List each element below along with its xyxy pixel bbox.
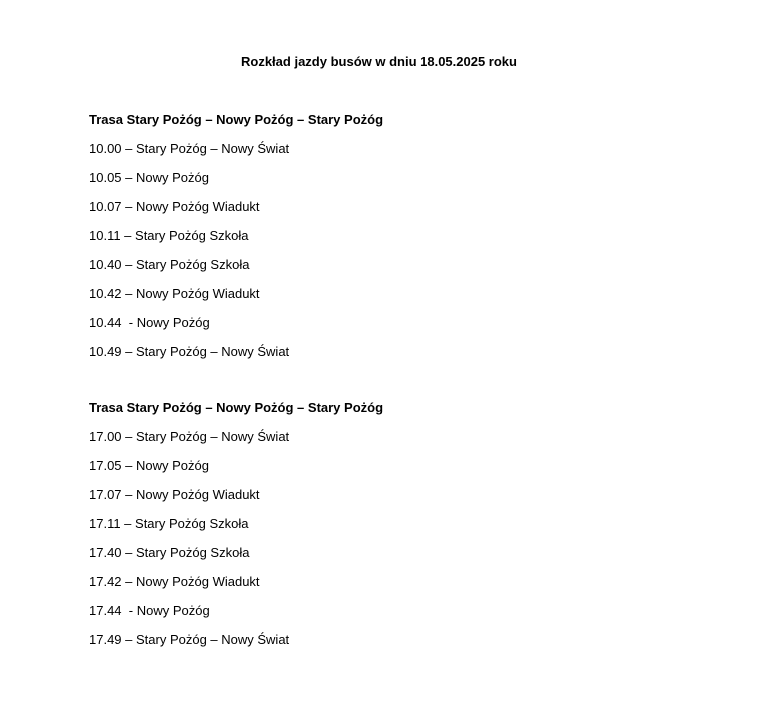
timetable-entry: 10.11 – Stary Pożóg Szkoła (89, 228, 249, 243)
timetable-entry: 17.11 – Stary Pożóg Szkoła (89, 516, 249, 531)
timetable-list (89, 140, 689, 361)
document-title: Rozkład jazdy busów w dniu 18.05.2025 roku (241, 54, 517, 69)
route-section-morning (89, 111, 689, 372)
timetable-entry: 17.07 – Nowy Pożóg Wiadukt (89, 487, 260, 502)
timetable-entry: 10.44 - Nowy Pożóg (89, 315, 210, 330)
timetable-entry: 10.49 – Stary Pożóg – Nowy Świat (89, 344, 290, 359)
route-heading: Trasa Stary Pożóg – Nowy Pożóg – Stary Pożóg (89, 112, 384, 127)
timetable-entry: 10.40 – Stary Pożóg Szkoła (89, 257, 250, 272)
timetable-entry: 17.42 – Nowy Pożóg Wiadukt (89, 574, 260, 589)
timetable-entry: 10.42 – Nowy Pożóg Wiadukt (89, 286, 260, 301)
timetable-entry: 17.00 – Stary Pożóg – Nowy Świat (89, 429, 290, 444)
route-heading: Trasa Stary Pożóg – Nowy Pożóg – Stary Pożóg (89, 400, 384, 415)
timetable-list (89, 428, 689, 649)
timetable-entry: 17.40 – Stary Pożóg Szkoła (89, 545, 250, 560)
timetable-entry: 10.00 – Stary Pożóg – Nowy Świat (89, 141, 290, 156)
timetable-entry: 17.44 - Nowy Pożóg (89, 603, 210, 618)
timetable-entry: 17.05 – Nowy Pożóg (89, 458, 209, 473)
timetable-entry: 10.07 – Nowy Pożóg Wiadukt (89, 199, 260, 214)
timetable-entry: 17.49 – Stary Pożóg – Nowy Świat (89, 632, 290, 647)
route-section-afternoon (89, 399, 689, 660)
timetable-entry: 10.05 – Nowy Pożóg (89, 170, 209, 185)
